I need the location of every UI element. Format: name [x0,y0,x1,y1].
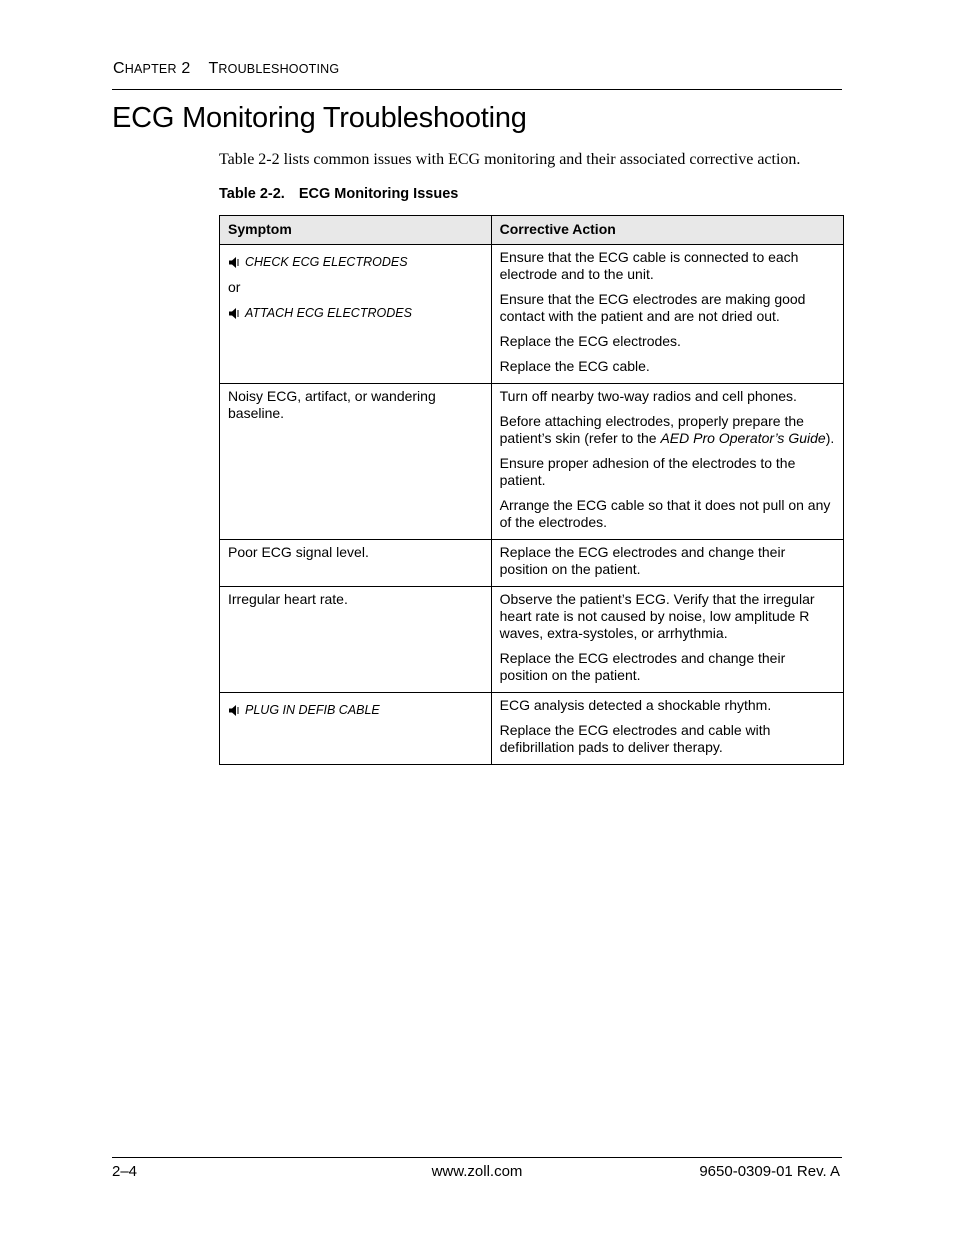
action-text: Arrange the ECG cable so that it does not pull on any of the electrodes. [499,497,831,530]
ecg-issues-table [219,215,844,765]
or-text: or [228,279,241,295]
chapter-label: CHAPTER 2 [113,60,191,77]
document-number: 9650-0309-01 Rev. A [699,1163,840,1180]
symptom-cell [220,587,492,693]
section-label: TROUBLESHOOTING [208,60,340,77]
action-text: Ensure that the ECG electrodes are making good contact with the patient and are not dried out. [499,291,806,324]
website-link[interactable]: www.zoll.com [431,1163,523,1180]
table-caption-number: Table 2-2. [219,186,285,202]
action-text: ECG analysis detected a shockable rhythm. [499,697,772,713]
table-row [220,245,844,384]
voice-prompt [228,254,483,271]
voice-prompt-text: ATTACH ECG ELECTRODES [245,306,412,320]
table-row [220,540,844,587]
symptom-cell [220,693,492,765]
symptom-cell [220,384,492,540]
symptom-text: Irregular heart rate. [228,591,348,607]
action-text: Observe the patient’s ECG. Verify that the irregular heart rate is not caused by noise, low amplitude R waves, extra-systoles, or arrhythmia. [499,591,815,641]
table-row [220,587,844,693]
voice-prompt [228,702,483,719]
action-text: Replace the ECG electrodes and change their position on the patient. [499,650,786,683]
speaker-icon [228,256,240,269]
table-caption [219,186,458,202]
speaker-icon [228,704,240,717]
intro-paragraph: Table 2-2 lists common issues with ECG monitoring and their associated corrective action. [219,151,801,168]
symptom-text: Poor ECG signal level. [228,544,369,560]
action-cell [491,693,843,765]
page-title: ECG Monitoring Troubleshooting [112,102,527,134]
footer-rule [112,1157,842,1158]
corrective-action-header: Corrective Action [491,216,843,245]
header-rule [112,89,842,90]
table-row [220,384,844,540]
speaker-icon [228,307,240,320]
symptom-cell [220,540,492,587]
page-number: 2–4 [112,1163,138,1180]
action-cell [491,384,843,540]
action-text: Replace the ECG electrodes and change their position on the patient. [499,544,786,577]
voice-prompt-text: CHECK ECG ELECTRODES [245,255,408,269]
action-text: Before attaching electrodes, properly prepare the patient’s skin (refer to the AED Pro Operator’s Guide). [499,413,835,446]
symptom-header: Symptom [220,216,492,245]
symptom-text: Noisy ECG, artifact, or wandering baseline. [228,388,436,421]
table-caption-title: ECG Monitoring Issues [298,186,459,202]
running-head [113,60,339,78]
action-text: Ensure proper adhesion of the electrodes to the patient. [499,455,796,488]
action-text: Replace the ECG electrodes and cable with defibrillation pads to deliver therapy. [499,722,771,755]
action-text: Ensure that the ECG cable is connected to each electrode and to the unit. [499,249,799,282]
guide-title: AED Pro Operator’s Guide [660,430,826,446]
action-text: Replace the ECG electrodes. [499,333,681,349]
table-row [220,693,844,765]
action-text: Replace the ECG cable. [499,358,650,374]
action-text: Turn off nearby two-way radios and cell phones. [499,388,797,404]
symptom-cell [220,245,492,384]
action-cell [491,540,843,587]
voice-prompt [228,305,483,322]
voice-prompt-text: PLUG IN DEFIB CABLE [245,703,380,717]
action-cell [491,245,843,384]
action-cell [491,587,843,693]
table-header-row [220,216,844,245]
